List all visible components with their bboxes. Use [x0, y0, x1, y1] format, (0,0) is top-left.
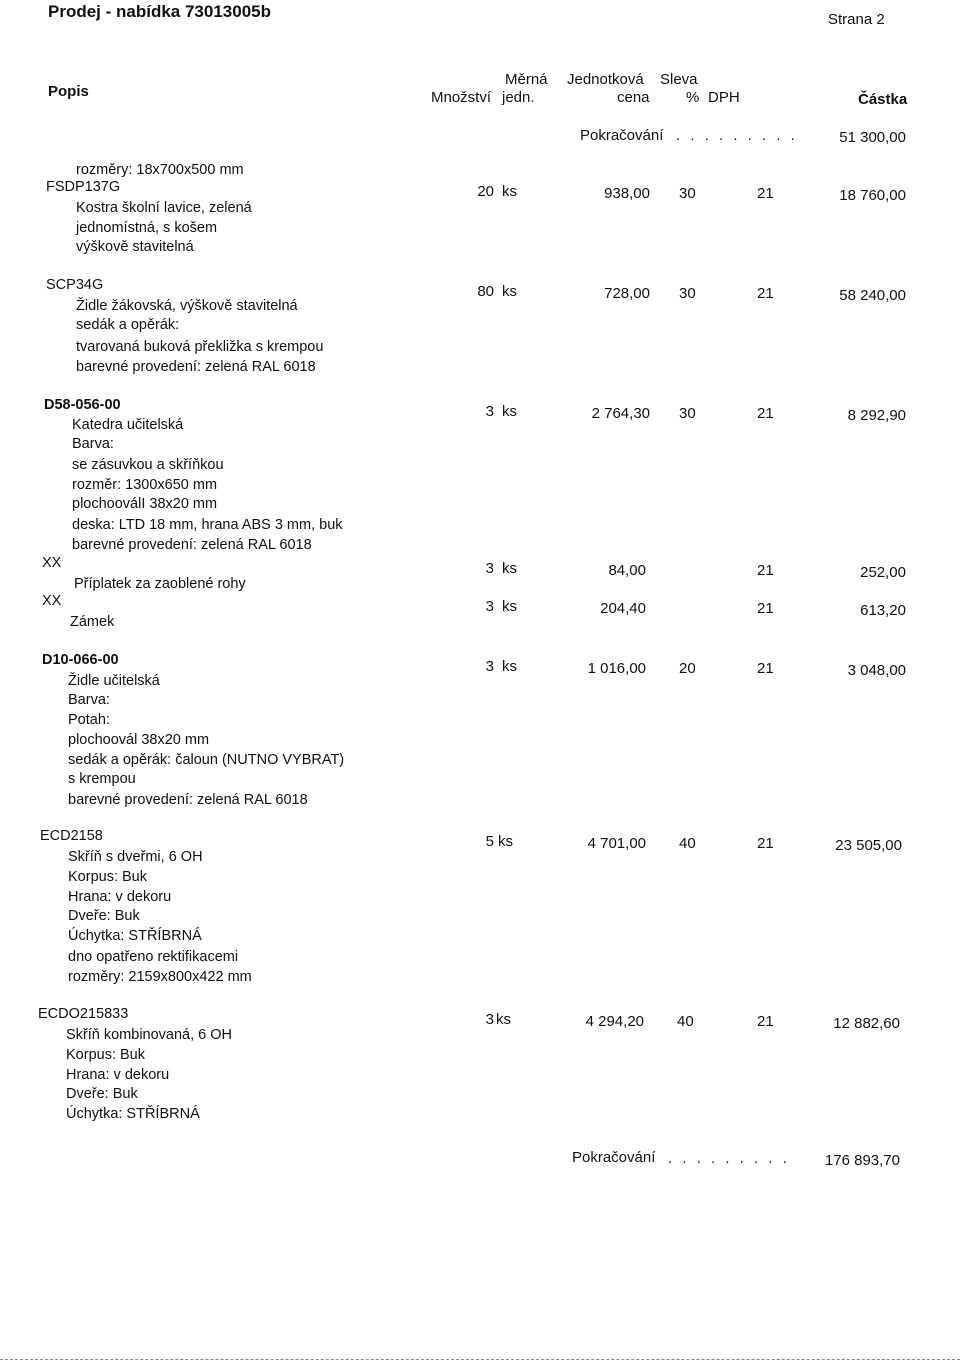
item-price: 4 294,20 [585, 1013, 644, 1030]
item-discount: 30 [679, 185, 696, 202]
item-desc-line: barevné provedení: zelená RAL 6018 [76, 359, 316, 375]
item-desc-line: jednomístná, s košem [76, 220, 218, 236]
item-unit: ks [502, 183, 517, 200]
item-unit: ks [502, 283, 517, 300]
item-desc-line: sedák a opěrák: [76, 317, 180, 333]
item-price: 1 016,00 [587, 660, 646, 677]
item-desc-line: tvarovaná buková překližka s krempou [76, 339, 324, 355]
item-desc-line: Korpus: Buk [68, 869, 147, 885]
col-castka: Částka [858, 91, 908, 108]
item-amount: 12 882,60 [833, 1015, 900, 1032]
item-qty: 3 [485, 598, 494, 615]
carry-in-label: Pokračování [580, 127, 664, 144]
item-unit: ks [496, 1011, 511, 1028]
col-dph: DPH [708, 89, 740, 106]
item-discount: 20 [679, 660, 696, 677]
carry-out-amount: 176 893,70 [824, 1152, 900, 1169]
carry-in-dots: . . . . . . . . . [676, 127, 798, 144]
col-sleva-1: Sleva [660, 71, 698, 88]
page-bottom-edge [0, 1359, 960, 1360]
item-qty: 3 [485, 1011, 494, 1028]
item-desc-line: Dveře: Buk [68, 908, 140, 924]
item-unit: ks [502, 403, 517, 420]
item-desc-line: Zámek [70, 614, 115, 630]
item-unit: ks [498, 833, 513, 850]
col-popis: Popis [48, 83, 89, 100]
item-price: 204,40 [600, 600, 646, 617]
item-desc-line: dno opatřeno rektifikacemi [68, 949, 239, 965]
item-code: ECD2158 [40, 828, 103, 844]
item-qty: 3 [485, 403, 494, 420]
item-desc-line: Kostra školní lavice, zelená [76, 200, 252, 216]
item-amount: 8 292,90 [847, 407, 906, 424]
item-qty: 20 [477, 183, 494, 200]
col-jednotkova-1: Jednotková [567, 71, 644, 88]
carry-out-label: Pokračování [572, 1149, 656, 1166]
leading-note: rozměry: 18x700x500 mm [76, 162, 244, 178]
item-price: 728,00 [604, 285, 650, 302]
item-unit: ks [502, 658, 517, 675]
item-code: D10-066-00 [42, 652, 119, 668]
item-desc-line: Skříň kombinovaná, 6 OH [66, 1027, 233, 1043]
item-amount: 18 760,00 [839, 187, 906, 204]
col-merna-2: jedn. [502, 89, 535, 106]
item-amount: 613,20 [860, 602, 906, 619]
item-code: SCP34G [46, 277, 104, 293]
item-desc-line: s krempou [68, 771, 136, 787]
item-amount: 3 048,00 [847, 662, 906, 679]
item-desc-line: plochooválI 38x20 mm [72, 496, 218, 512]
item-discount: 40 [677, 1013, 694, 1030]
item-price: 84,00 [608, 562, 646, 579]
item-desc-line: Potah: [68, 712, 110, 728]
item-vat: 21 [757, 405, 774, 422]
item-vat: 21 [757, 562, 774, 579]
item-desc-line: se zásuvkou a skříňkou [72, 457, 224, 473]
col-mnozstvi: Množství [431, 89, 492, 106]
item-vat: 21 [757, 1013, 774, 1030]
item-desc-line: sedák a opěrák: čaloun (NUTNO VYBRAT) [68, 752, 345, 768]
item-desc-line: Katedra učitelská [72, 417, 184, 433]
item-code: D58-056-00 [44, 397, 121, 413]
item-desc-line: Úchytka: STŘÍBRNÁ [66, 1106, 200, 1122]
item-desc-line: plochoovál 38x20 mm [68, 732, 210, 748]
item-discount: 30 [679, 405, 696, 422]
page-number: Strana 2 [828, 11, 885, 28]
col-merna-1: Měrná [505, 71, 548, 88]
item-unit: ks [502, 598, 517, 615]
item-vat: 21 [757, 660, 774, 677]
item-code: XX [42, 593, 62, 609]
item-desc-line: barevné provedení: zelená RAL 6018 [72, 537, 312, 553]
document-title: Prodej - nabídka 73013005b [48, 2, 271, 21]
item-qty: 5 [485, 833, 494, 850]
item-desc-line: Židle žákovská, výškově stavitelná [76, 298, 298, 314]
item-desc-line: výškově stavitelná [76, 239, 194, 255]
item-desc-line: Barva: [72, 436, 114, 452]
item-price: 4 701,00 [587, 835, 646, 852]
item-amount: 58 240,00 [839, 287, 906, 304]
item-code: FSDP137G [46, 179, 121, 195]
item-desc-line: rozměry: 2159x800x422 mm [68, 969, 252, 985]
item-desc-line: Příplatek za zaoblené rohy [74, 576, 246, 592]
item-desc-line: Židle učitelská [68, 673, 160, 689]
item-vat: 21 [757, 600, 774, 617]
item-desc-line: Barva: [68, 692, 110, 708]
item-amount: 252,00 [860, 564, 906, 581]
item-code: ECDO215833 [38, 1006, 129, 1022]
item-price: 938,00 [604, 185, 650, 202]
item-vat: 21 [757, 285, 774, 302]
item-qty: 3 [485, 658, 494, 675]
item-qty: 80 [477, 283, 494, 300]
col-sleva-2: % [686, 89, 700, 106]
item-price: 2 764,30 [591, 405, 650, 422]
item-unit: ks [502, 560, 517, 577]
item-desc-line: deska: LTD 18 mm, hrana ABS 3 mm, buk [72, 517, 343, 533]
item-vat: 21 [757, 185, 774, 202]
item-desc-line: Skříň s dveřmi, 6 OH [68, 849, 203, 865]
item-desc-line: Hrana: v dekoru [66, 1067, 170, 1083]
item-discount: 40 [679, 835, 696, 852]
carry-out-dots: . . . . . . . . . [668, 1150, 790, 1167]
item-code: XX [42, 555, 62, 571]
item-desc-line: rozměr: 1300x650 mm [72, 477, 218, 493]
item-desc-line: Hrana: v dekoru [68, 889, 172, 905]
item-desc-line: Dveře: Buk [66, 1086, 138, 1102]
item-qty: 3 [485, 560, 494, 577]
item-discount: 30 [679, 285, 696, 302]
item-desc-line: barevné provedení: zelená RAL 6018 [68, 792, 308, 808]
item-vat: 21 [757, 835, 774, 852]
item-amount: 23 505,00 [835, 837, 902, 854]
col-jednotkova-2: cena [617, 89, 650, 106]
item-desc-line: Korpus: Buk [66, 1047, 145, 1063]
item-desc-line: Úchytka: STŘÍBRNÁ [68, 928, 202, 944]
carry-in-amount: 51 300,00 [839, 129, 906, 146]
